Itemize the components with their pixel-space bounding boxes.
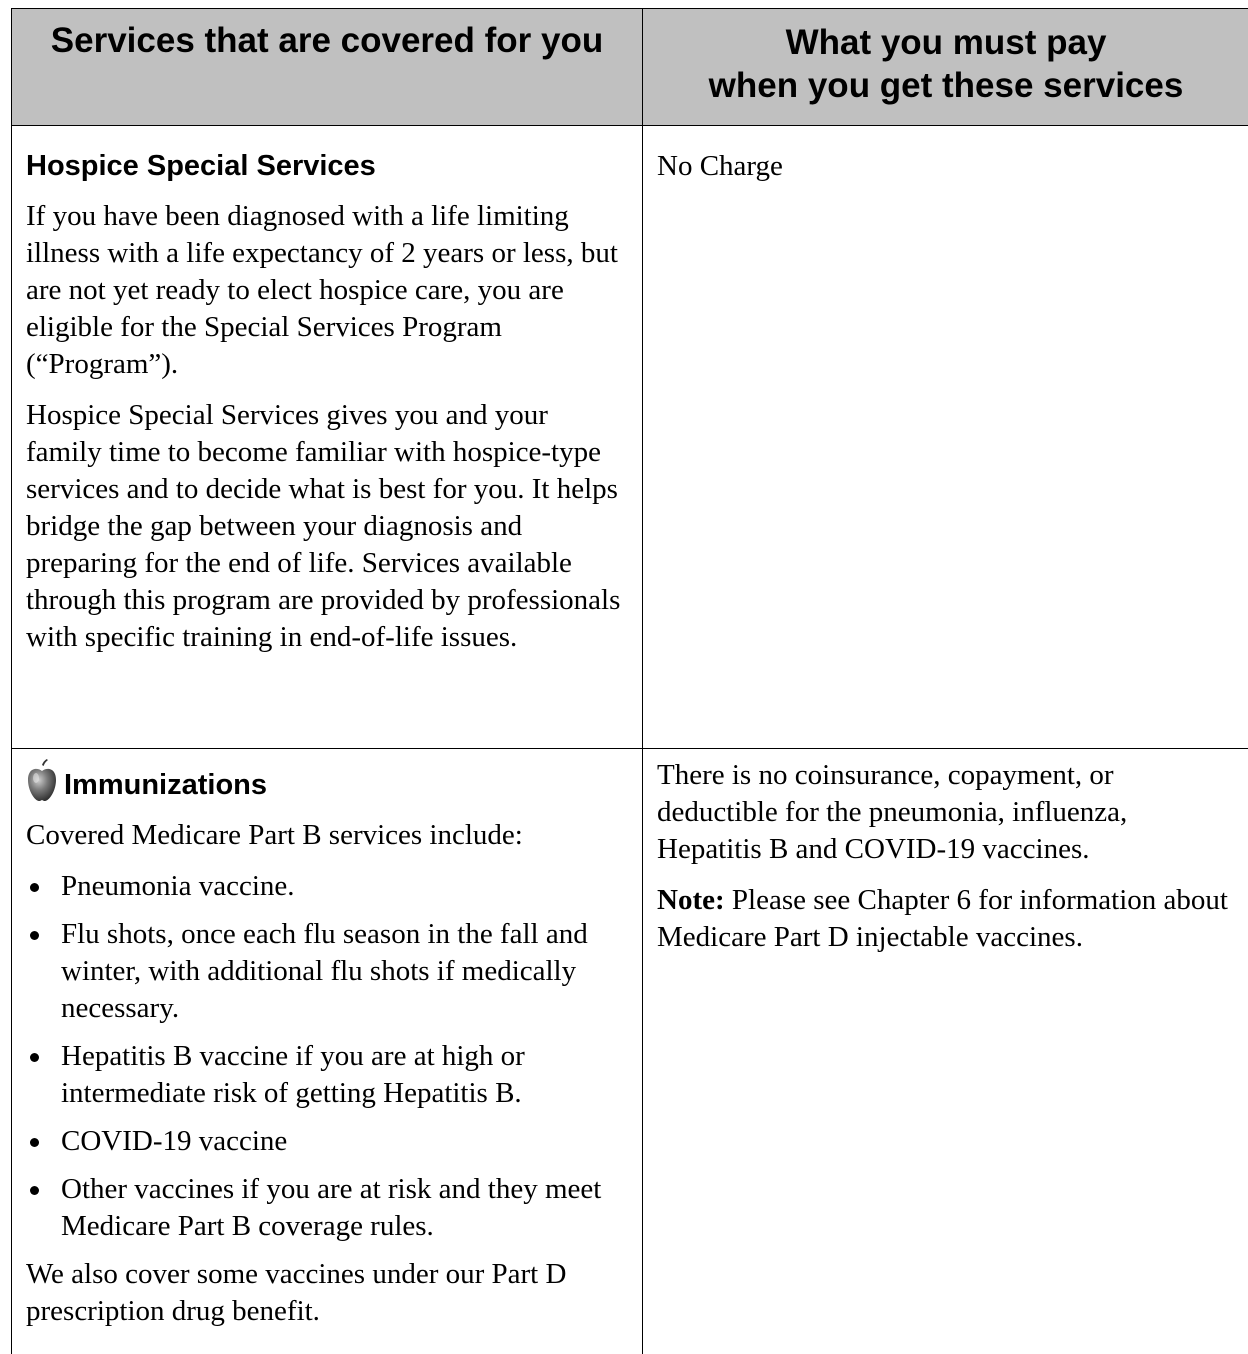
- apple-icon: [26, 759, 58, 803]
- benefits-table: [11, 8, 1248, 1354]
- hospice-description-cell: [12, 126, 643, 748]
- header-covered-services: Services that are covered for you: [12, 9, 643, 125]
- header-what-you-pay: [643, 9, 1248, 125]
- list-item: Other vaccines if you are at risk and they meet Medicare Part B coverage rules.: [26, 1171, 630, 1245]
- header-what-you-pay-line1: What you must pay: [785, 23, 1107, 62]
- hospice-cost-cell: [643, 126, 1248, 748]
- header-what-you-pay-line2: when you get these services: [708, 66, 1184, 105]
- note-text: Please see Chapter 6 for information about Medicare Part D injectable vaccines.: [657, 884, 1228, 953]
- list-item: Pneumonia vaccine.: [26, 868, 630, 905]
- hospice-title: Hospice Special Services: [26, 150, 376, 182]
- hospice-paragraph-1: If you have been diagnosed with a life limiting illness with a life expectancy of 2 years or less, but are not yet ready to elect hospice care, you are eligible for the Special Services Program (“Program”).: [26, 200, 618, 380]
- table-header-row: [12, 9, 1248, 126]
- immunizations-title: Immunizations: [64, 769, 268, 801]
- immunizations-intro: Covered Medicare Part B services include:: [26, 819, 523, 851]
- immunizations-description-cell: [12, 749, 643, 1354]
- table-row-immunizations: [12, 749, 1248, 1354]
- hospice-cost: No Charge: [657, 150, 783, 182]
- immunizations-cost: There is no coinsurance, copayment, or deductible for the pneumonia, influenza, Hepatitis B and COVID-19 vaccines.: [657, 759, 1128, 865]
- list-item: Hepatitis B vaccine if you are at high or intermediate risk of getting Hepatitis B.: [26, 1038, 630, 1112]
- table-row-hospice: [12, 126, 1248, 749]
- list-item: COVID-19 vaccine: [26, 1123, 630, 1160]
- immunizations-outro: We also cover some vaccines under our Part D prescription drug benefit.: [26, 1258, 567, 1327]
- immunizations-note: [657, 882, 1237, 956]
- immunizations-title-row: [26, 759, 630, 803]
- immunizations-list: [26, 868, 630, 1245]
- list-item: Flu shots, once each flu season in the fall and winter, with additional flu shots if medically necessary.: [26, 916, 630, 1027]
- hospice-paragraph-2: Hospice Special Services gives you and your family time to become familiar with hospice-type services and to decide what is best for you. It helps bridge the gap between your diagnosis and preparing for the end of life. Services available through this program are provided by professionals with specific training in end-of-life issues.: [26, 399, 621, 653]
- note-label: Note:: [657, 884, 725, 916]
- immunizations-cost-cell: [643, 749, 1248, 1354]
